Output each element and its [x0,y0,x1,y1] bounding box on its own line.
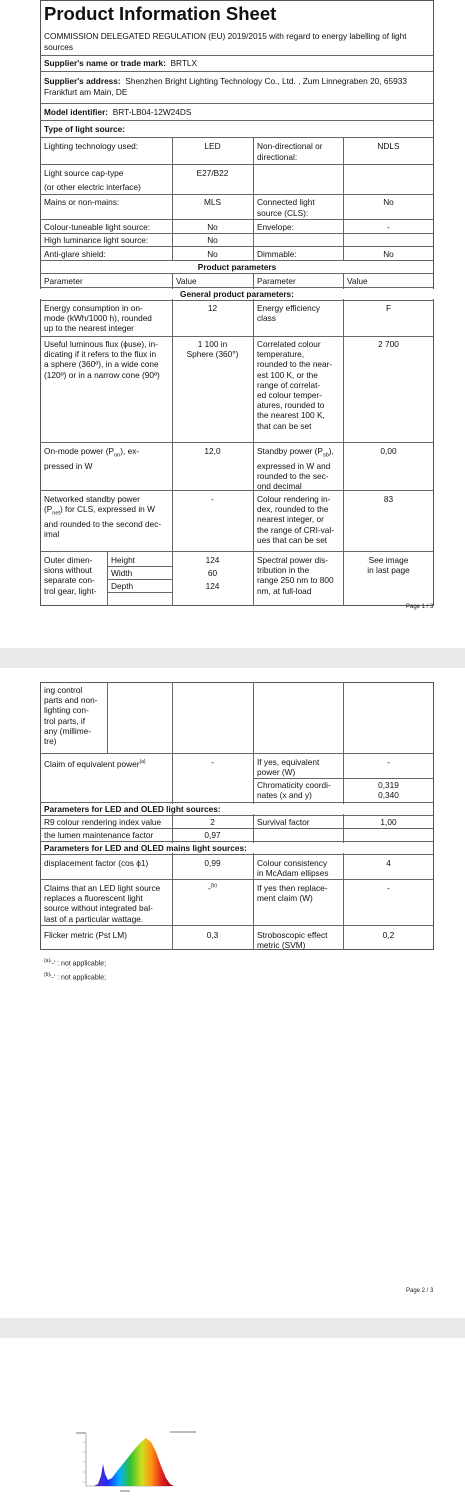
flicker-metric-label: Flicker metric (Pst LM) [44,930,127,940]
chromaticity-label: Chromaticity coordi- nates (x and y) [257,780,331,801]
lighting-tech-value: LED [204,141,221,151]
standby-power-value: 0,00 [380,446,397,456]
type-header: Type of light source: [44,124,125,134]
cls-label-cont: source (CLS): [257,208,309,218]
displacement-factor-label: displacement factor (cos ϕ1) [44,858,149,868]
cap-type-label: Light source cap-type [44,168,124,178]
flicker-metric-value: 0,3 [206,930,219,940]
model-identifier-value: BRT-LB04-12W24DS [112,107,192,117]
width-value: 60 [207,568,218,578]
claims-led-replaces-value: -$^{(b)}$ [208,882,217,893]
dimmable-value: No [383,249,394,259]
luminous-flux-label: Useful luminous flux (ϕuse), in- dicating if it refers to the flux in a sphere (360º), in a wide cone (120º) or in a narrow cone (90º) [44,339,160,380]
colour-tuneable-label: Colour-tuneable light source: [44,222,151,232]
general-params-header: General product parameters: [40,289,434,299]
stroboscopic-label: Stroboscopic effect metric (SVM) [257,930,328,951]
page-number: Page 1 / 3 [406,604,434,610]
lumen-maintenance-label: the lumen maintenance factor [44,830,154,840]
column-header-parameter-2: Parameter [257,276,296,286]
mains-value: MLS [203,197,222,207]
chromaticity-value: 0,319 0,340 [378,780,399,801]
energy-consumption-label: Energy consumption in on- mode (kWh/1000 h), rounded up to the nearest integer [44,303,152,334]
document-title: Product Information Sheet [44,3,277,24]
survival-factor-value: 1,00 [380,817,397,827]
supplier-address-label: Supplier's address: [44,76,121,86]
r9-label: R9 colour rendering index value [44,817,162,827]
cri-label: Colour rendering in- dex, rounded to the nearest integer, or the range of CRI-val- ues that can be set [257,494,335,545]
page-1 [0,0,465,648]
nondirectional-value: NDLS [377,141,400,151]
dimmable-label: Dimmable: [257,249,297,259]
nondirectional-label: Non-directional or [257,141,323,151]
lighting-tech-label: Lighting technology used: [44,141,139,151]
supplier-address [44,76,407,86]
column-header-value: Value [176,276,197,286]
replacement-claim-value: - [387,883,390,893]
replacement-claim-label: If yes then replace- ment claim (W) [257,883,328,904]
survival-factor-label: Survival factor [257,817,310,827]
spectrum-curve [94,1438,174,1486]
high-luminance-label: High luminance light source: [44,235,149,245]
cap-type-value: E27/B22 [196,168,229,178]
cct-value: 2 700 [378,339,399,349]
model-identifier [44,107,191,117]
colour-tuneable-value: No [207,222,218,232]
energy-class-value: F [385,303,392,313]
mains-label: Mains or non-mains: [44,197,120,207]
displacement-factor-value: 0,99 [204,858,221,868]
stroboscopic-value: 0,2 [382,930,395,940]
cls-value: No [383,197,394,207]
if-yes-equivalent-value: - [387,757,390,767]
page-3 [0,1338,465,1500]
spectrum-chart [0,1338,465,1500]
standby-power-label: Standby power $(P_{sb})$, expressed in W and rounded to the sec- ond decimal [257,446,334,492]
claim-equivalent-power-value: - [211,757,214,767]
depth-value: 124 [205,581,220,591]
led-params-header: Parameters for LED and OLED light sources: [44,804,430,814]
page-2 [0,668,465,1318]
width-label: Width [111,568,133,578]
cri-value: 83 [383,494,394,504]
luminous-flux-value: 1 100 in Sphere (360°) [186,339,239,360]
supplier-name [44,58,197,68]
claim-equivalent-power-label: Claim of equivalent power$^{(a)}$ [44,758,146,769]
height-value: 124 [205,555,220,565]
product-params-header: Product parameters [197,262,277,272]
r9-value: 2 [210,817,215,827]
cap-type-label-cont: (or other electric interface) [44,182,141,192]
claims-led-replaces-label: Claims that an LED light source replaces a fluorescent light source without integrated bal- last of a particular wattage. [44,883,161,924]
colour-consistency-value: 4 [386,858,391,868]
spd-label: Spectral power dis- tribution in the range 250 nm to 800 nm, at full-load [257,555,334,596]
networked-standby-label: Networked standby power $(P_{net})$ for CLS, expressed in W and rounded to the second dec- imal [44,494,162,540]
regulation-text: COMMISSION DELEGATED REGULATION (EU) 2019/2015 with regard to energy labelling of light [44,31,407,41]
anti-glare-value: No [207,249,218,259]
outer-dimensions-label: Outer dimen- sions without separate con- trol gear, light- [44,555,97,596]
page-separator [0,1318,465,1338]
if-yes-equivalent-label: If yes, equivalent power (W) [257,757,320,778]
footnote-b: $^{(b)}$'-' : not applicable; [44,972,107,982]
outer-dimensions-label-cont: ing control parts and non- lighting con- trol parts, if any (millime- tre) [44,685,98,747]
cct-label: Correlated colour temperature, rounded to the near- est 100 K, or the range of correlat- ed colour temper- atures, rounded to the nearest 100 K, that can be set [257,339,333,431]
cls-label: Connected light [257,197,315,207]
depth-label: Depth [111,581,134,591]
supplier-name-label: Supplier's name or trade mark: [44,58,166,68]
model-identifier-label: Model identifier: [44,107,109,117]
footnote-a: $^{(a)}$'-' : not applicable; [44,958,107,968]
nondirectional-label-cont: directional: [257,152,298,162]
anti-glare-label: Anti-glare shield: [44,249,106,259]
spd-value: See image in last page [367,555,410,576]
lumen-maintenance-value: 0,97 [204,830,221,840]
column-header-parameter: Parameter [44,276,83,286]
column-header-value-2: Value [347,276,368,286]
high-luminance-value: No [207,235,218,245]
colour-consistency-label: Colour consistency in McAdam ellipses [257,858,329,879]
supplier-name-value: BRTLX [170,58,198,68]
supplier-address-cont: Frankfurt am Main, DE [44,87,128,97]
onmode-power-value: 12,0 [204,446,221,456]
onmode-power-label: On-mode power $(P_{on})$, ex- pressed in W [44,446,140,471]
mains-params-header: Parameters for LED and OLED mains light sources: [44,843,430,853]
envelope-value: - [387,222,390,232]
energy-consumption-value: 12 [207,303,218,313]
energy-class-label: Energy efficiency class [257,303,321,324]
supplier-address-value: Shenzhen Bright Lighting Technology Co., Ltd. , Zum Linnegraben 20, 65933 [125,76,407,86]
networked-standby-value: - [211,494,214,504]
page-separator [0,648,465,668]
regulation-text-cont: sources [44,42,74,52]
envelope-label: Envelope: [257,222,294,232]
page-number: Page 2 / 3 [406,1288,434,1294]
height-label: Height [111,555,135,565]
